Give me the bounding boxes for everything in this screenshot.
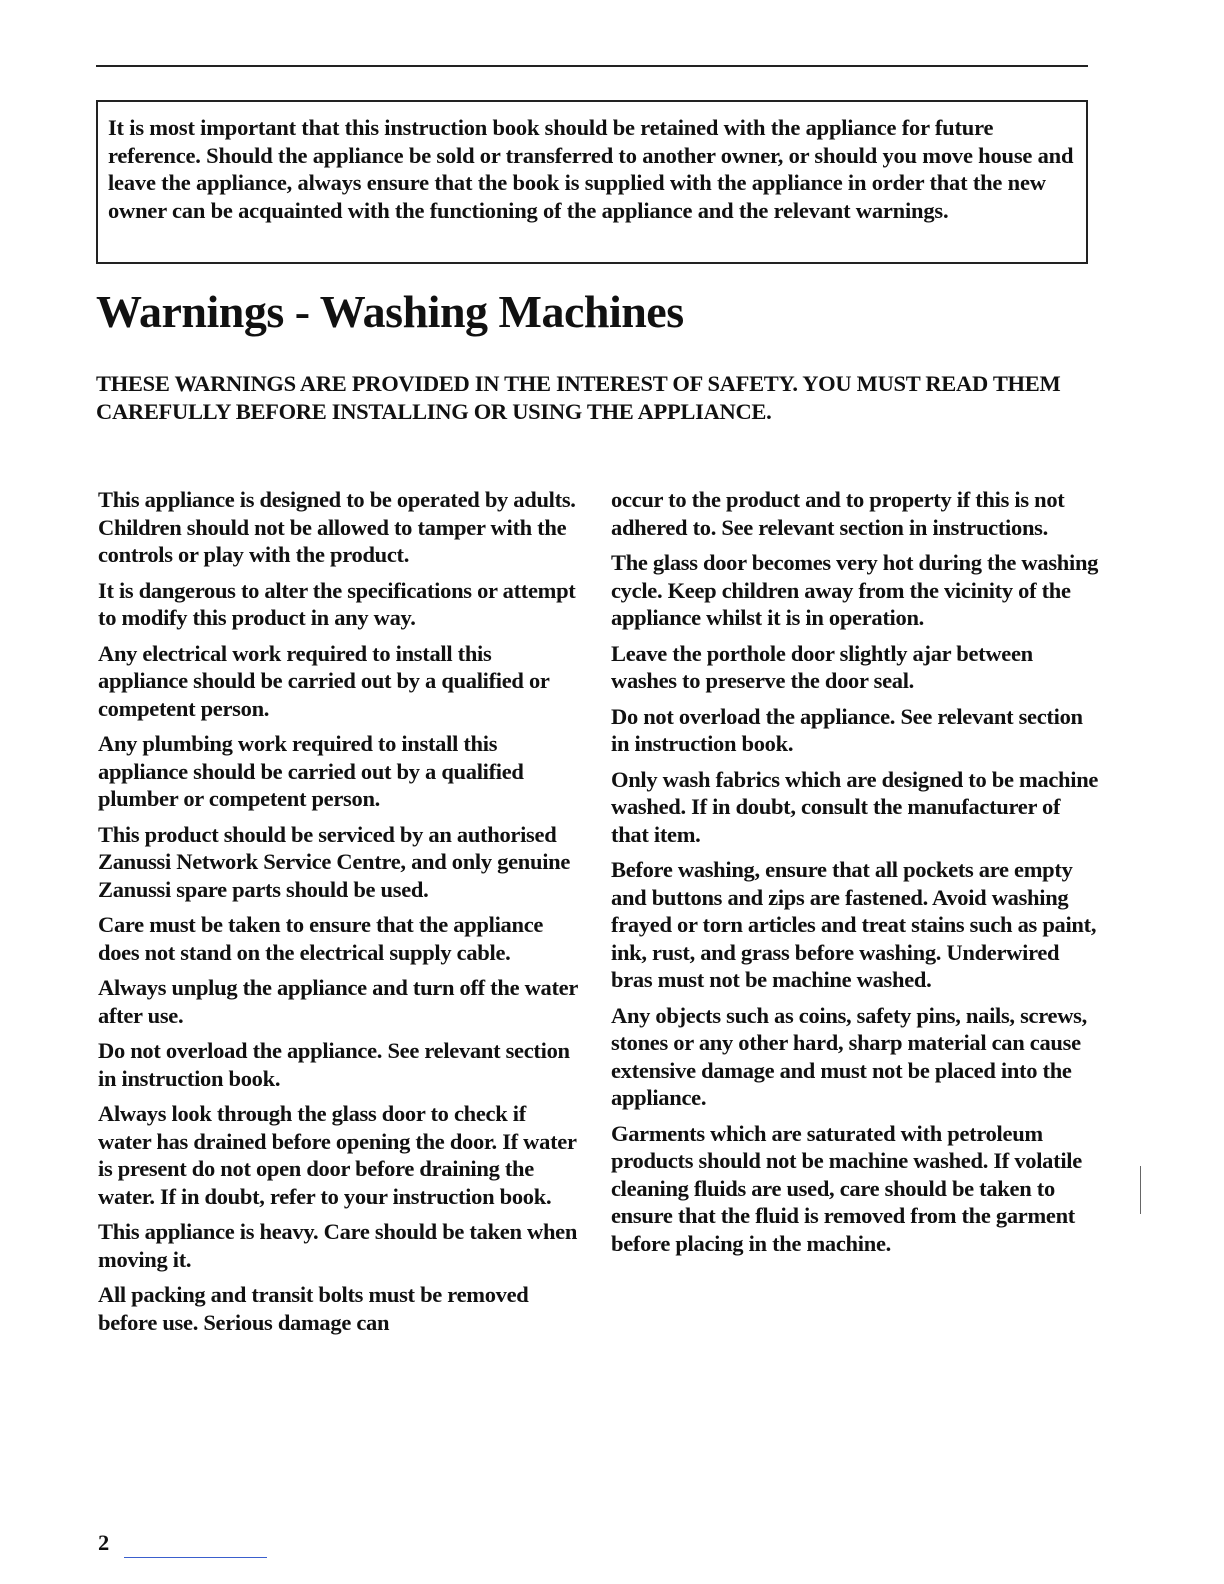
warning-paragraph: Do not overload the appliance. See relevant section in instruction book.	[611, 703, 1083, 756]
warning-paragraph: Always look through the glass door to check if water has drained before opening the door. If water is present do not open door before draining the water. If in doubt, refer to your instruction book.	[98, 1101, 577, 1209]
warning-paragraph: The glass door becomes very hot during the washing cycle. Keep children away from the vicinity of the appliance whilst it is in operation.	[611, 550, 1099, 630]
warning-paragraph: Before washing, ensure that all pockets are empty and buttons and zips are fastened. Avoid washing frayed or torn articles and treat stains such as paint, ink, rust, and grass before washing. Underwired bras must not be machine washed.	[611, 857, 1097, 992]
safety-caps-warning: THESE WARNINGS ARE PROVIDED IN THE INTEREST OF SAFETY. YOU MUST READ THEM CAREFULLY BEFORE INSTALLING OR USING THE APPLIANCE.	[96, 371, 1061, 424]
warning-paragraph: Always unplug the appliance and turn off the water after use.	[98, 975, 578, 1028]
top-rule	[96, 65, 1088, 67]
bottom-rule	[124, 1557, 267, 1558]
warning-paragraph: Any objects such as coins, safety pins, nails, screws, stones or any other hard, sharp material can cause extensive damage and must not be placed into the appliance.	[611, 1002, 1087, 1110]
warning-paragraph: Garments which are saturated with petroleum products should not be machine washed. If volatile cleaning fluids are used, care should be taken to ensure that the fluid is removed from the garment before placing in the machine.	[611, 1120, 1082, 1256]
warning-paragraph: It is dangerous to alter the specifications or attempt to modify this product in any way.	[98, 577, 576, 630]
warning-paragraph: All packing and transit bolts must be removed before use. Serious damage can	[98, 1282, 529, 1335]
warning-paragraph: Do not overload the appliance. See relevant section in instruction book.	[98, 1038, 570, 1091]
warning-paragraph: This appliance is designed to be operated by adults. Children should not be allowed to tamper with the controls or play with the product.	[98, 487, 576, 567]
left-column	[98, 486, 580, 1344]
warning-paragraph: occur to the product and to property if this is not adhered to. See relevant section in instructions.	[611, 487, 1065, 540]
warning-paragraph: This product should be serviced by an authorised Zanussi Network Service Centre, and only genuine Zanussi spare parts should be used.	[98, 821, 571, 902]
warning-paragraph: Any electrical work required to install this appliance should be carried out by a qualified or competent person.	[98, 640, 550, 721]
retain-book-notice	[96, 100, 1088, 264]
warning-paragraph: Only wash fabrics which are designed to be machine washed. If in doubt, consult the manufacturer of that item.	[611, 766, 1099, 847]
warning-paragraph: Care must be taken to ensure that the appliance does not stand on the electrical supply cable.	[98, 912, 544, 965]
page-title: Warnings - Washing Machines	[96, 286, 684, 337]
warning-paragraph: This appliance is heavy. Care should be taken when moving it.	[98, 1219, 578, 1272]
right-column	[611, 486, 1101, 1265]
warning-paragraph: Leave the porthole door slightly ajar between washes to preserve the door seal.	[611, 640, 1033, 693]
warning-paragraph: Any plumbing work required to install this appliance should be carried out by a qualified plumber or competent person.	[98, 731, 524, 811]
notice-text: It is most important that this instruction book should be retained with the appliance for future reference. Should the appliance be sold or transferred to another owner, or should you move house and leave the appliance, always ensure that the book is supplied with the appliance in order that the new owner can be acquainted with the functioning of the appliance and the relevant warnings.	[108, 115, 1074, 223]
page-number: 2	[98, 1530, 110, 1555]
margin-mark	[1140, 1166, 1141, 1214]
